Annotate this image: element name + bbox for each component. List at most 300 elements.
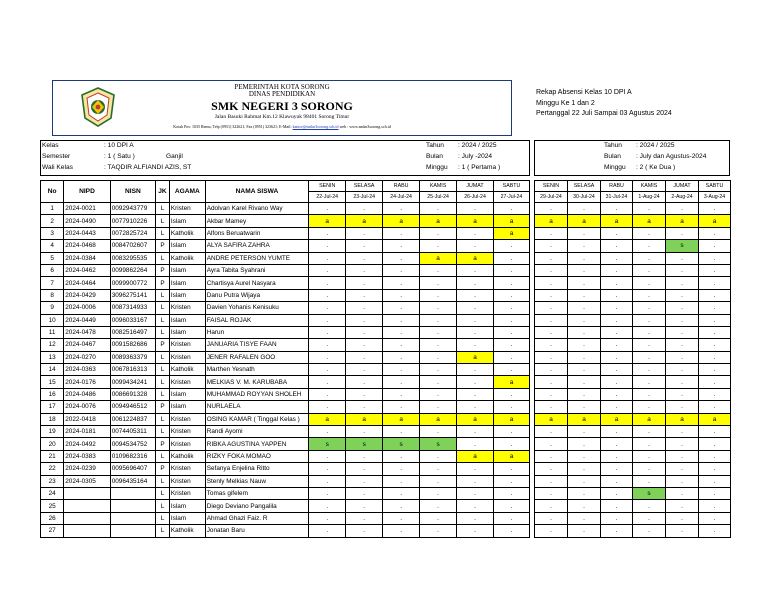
religion-cell: Kristen xyxy=(169,413,205,425)
attendance-cell: s xyxy=(346,438,383,450)
student-name: Sefanya Enjelina Ritto xyxy=(205,463,309,475)
nipd-cell: 2024-0468 xyxy=(64,240,110,252)
student-name: NURLAELA xyxy=(205,401,309,413)
attendance-cell: . xyxy=(420,388,457,400)
attendance-cell: a xyxy=(568,413,601,425)
attendance-cell: . xyxy=(568,463,601,475)
gender-cell: L xyxy=(156,475,170,487)
table-row xyxy=(41,240,530,252)
attendance-cell: a xyxy=(457,351,494,363)
attendance-cell: . xyxy=(420,450,457,462)
religion-cell: Kristen xyxy=(169,426,205,438)
row-number: 23 xyxy=(41,475,64,487)
attendance-cell: . xyxy=(420,487,457,499)
header-nipd: NIPD xyxy=(64,181,110,203)
table-row xyxy=(535,227,731,239)
attendance-cell: . xyxy=(568,388,601,400)
attendance-cell: . xyxy=(666,227,699,239)
religion-cell: Islam xyxy=(169,277,205,289)
nisn-cell: 3096275141 xyxy=(110,289,155,301)
attendance-cell: . xyxy=(420,314,457,326)
attendance-cell: . xyxy=(420,326,457,338)
attendance-cell: . xyxy=(309,203,346,215)
w1-day-header: RABU xyxy=(383,181,420,192)
student-name: Stenly Melkias Nauw xyxy=(205,475,309,487)
religion-cell: Katholik xyxy=(169,364,205,376)
student-name: Diego Deviano Pangalila xyxy=(205,500,309,512)
attendance-cell: . xyxy=(666,326,699,338)
recap-range: Pertanggal 22 Juli Sampai 03 Agustus 2024 xyxy=(536,110,672,117)
table-row xyxy=(41,227,530,239)
row-number: 12 xyxy=(41,339,64,351)
attendance-cell: . xyxy=(383,500,420,512)
nisn-cell: 0096033167 xyxy=(110,314,155,326)
attendance-cell: . xyxy=(568,500,601,512)
attendance-cell: . xyxy=(383,264,420,276)
attendance-cell: . xyxy=(535,289,568,301)
w2-bulan-value: : July dan Agustus-2024 xyxy=(636,153,707,160)
attendance-cell: . xyxy=(309,500,346,512)
nipd-cell: 2024-0176 xyxy=(64,376,110,388)
attendance-cell: . xyxy=(601,450,633,462)
table-row xyxy=(41,426,530,438)
table-row xyxy=(41,339,530,351)
attendance-cell: . xyxy=(601,252,633,264)
row-number: 19 xyxy=(41,426,64,438)
religion-cell: Kristen xyxy=(169,463,205,475)
recap-info xyxy=(536,88,672,120)
attendance-cell: . xyxy=(494,277,530,289)
attendance-cell: . xyxy=(666,475,699,487)
attendance-cell: . xyxy=(494,240,530,252)
attendance-cell: . xyxy=(494,326,530,338)
attendance-cell: . xyxy=(346,314,383,326)
attendance-cell: . xyxy=(346,227,383,239)
attendance-cell: . xyxy=(309,351,346,363)
semester-label: Semester xyxy=(42,153,71,160)
attendance-cell: . xyxy=(601,525,633,537)
nisn-cell: 0095696407 xyxy=(110,463,155,475)
attendance-cell: . xyxy=(494,438,530,450)
attendance-cell: . xyxy=(666,438,699,450)
religion-cell: Islam xyxy=(169,215,205,227)
w2-day-header: RABU xyxy=(601,181,633,192)
w2-date-header: 30-Jul-24 xyxy=(568,192,601,203)
religion-cell: Islam xyxy=(169,240,205,252)
attendance-cell: . xyxy=(420,351,457,363)
attendance-cell: . xyxy=(699,339,731,351)
attendance-cell: a xyxy=(420,413,457,425)
attendance-cell: . xyxy=(568,487,601,499)
attendance-cell: . xyxy=(420,289,457,301)
nisn-cell: 0092943779 xyxy=(110,203,155,215)
gender-cell: P xyxy=(156,438,170,450)
nisn-cell: 0067816313 xyxy=(110,364,155,376)
table-row xyxy=(41,314,530,326)
attendance-cell: . xyxy=(535,252,568,264)
table-row xyxy=(535,500,731,512)
attendance-cell: . xyxy=(699,525,731,537)
w1-day-header: SENIN xyxy=(309,181,346,192)
nisn-cell: 0083295535 xyxy=(110,252,155,264)
attendance-cell: s xyxy=(420,438,457,450)
nipd-cell: 2024-0443 xyxy=(64,227,110,239)
nisn-cell: 0109682316 xyxy=(110,450,155,462)
table-row xyxy=(41,215,530,227)
row-number: 1 xyxy=(41,203,64,215)
w1-tahun-value: : 2024 / 2025 xyxy=(458,142,497,149)
attendance-cell: . xyxy=(535,388,568,400)
attendance-cell: a xyxy=(535,215,568,227)
table-row xyxy=(41,413,530,425)
attendance-cell: . xyxy=(309,401,346,413)
attendance-cell: . xyxy=(535,277,568,289)
attendance-cell: . xyxy=(601,512,633,524)
kelas-value: : 10 DPI A xyxy=(104,142,134,149)
table-row xyxy=(535,289,731,301)
attendance-cell: . xyxy=(494,314,530,326)
attendance-cell: a xyxy=(457,450,494,462)
attendance-cell: . xyxy=(383,289,420,301)
attendance-cell: . xyxy=(494,388,530,400)
gender-cell: L xyxy=(156,364,170,376)
attendance-cell: . xyxy=(420,203,457,215)
row-number: 26 xyxy=(41,512,64,524)
attendance-cell: . xyxy=(309,426,346,438)
attendance-cell: . xyxy=(568,351,601,363)
attendance-cell: a xyxy=(601,413,633,425)
attendance-cell: . xyxy=(420,227,457,239)
w2-date-header: 31-Jul-24 xyxy=(601,192,633,203)
attendance-cell: . xyxy=(633,326,666,338)
student-name: Akbar Mamey xyxy=(205,215,309,227)
attendance-cell: . xyxy=(309,289,346,301)
attendance-cell: . xyxy=(633,264,666,276)
attendance-cell: . xyxy=(346,264,383,276)
attendance-cell: . xyxy=(420,339,457,351)
row-number: 15 xyxy=(41,376,64,388)
attendance-cell: . xyxy=(699,401,731,413)
w2-tahun-value: : 2024 / 2025 xyxy=(636,142,675,149)
attendance-cell: . xyxy=(601,351,633,363)
nipd-cell xyxy=(64,512,110,524)
attendance-cell: . xyxy=(309,326,346,338)
attendance-cell: . xyxy=(383,426,420,438)
attendance-cell: . xyxy=(601,475,633,487)
attendance-cell: . xyxy=(568,264,601,276)
attendance-cell: . xyxy=(666,289,699,301)
attendance-cell: . xyxy=(568,364,601,376)
attendance-cell: . xyxy=(568,277,601,289)
table-row xyxy=(41,252,530,264)
header-nisn: NISN xyxy=(110,181,155,203)
gender-cell: P xyxy=(156,463,170,475)
gender-cell: L xyxy=(156,289,170,301)
attendance-cell: . xyxy=(309,240,346,252)
attendance-cell: . xyxy=(383,339,420,351)
attendance-cell: . xyxy=(568,227,601,239)
table-row xyxy=(41,438,530,450)
attendance-cell: . xyxy=(383,376,420,388)
student-name: Chartisya Aurel Nasyara xyxy=(205,277,309,289)
attendance-cell: . xyxy=(568,252,601,264)
table-row xyxy=(535,277,731,289)
attendance-cell: . xyxy=(494,500,530,512)
religion-cell: Katholik xyxy=(169,252,205,264)
attendance-cell: . xyxy=(601,277,633,289)
attendance-cell: a xyxy=(309,215,346,227)
nipd-cell: 2024-0492 xyxy=(64,438,110,450)
attendance-cell: . xyxy=(699,512,731,524)
attendance-cell: . xyxy=(535,240,568,252)
w1-bulan-label: Bulan xyxy=(426,153,443,160)
school-logo-icon xyxy=(80,87,116,127)
gender-cell: P xyxy=(156,277,170,289)
attendance-cell: . xyxy=(568,438,601,450)
attendance-table-week2 xyxy=(534,180,731,538)
attendance-cell: . xyxy=(568,302,601,314)
nipd-cell: 2024-0076 xyxy=(64,401,110,413)
attendance-cell: . xyxy=(666,252,699,264)
attendance-cell: s xyxy=(666,240,699,252)
w2-day-header: JUMAT xyxy=(666,181,699,192)
nisn-cell: 0072825724 xyxy=(110,227,155,239)
attendance-cell: . xyxy=(457,203,494,215)
attendance-cell: . xyxy=(699,227,731,239)
letterhead xyxy=(52,80,512,136)
gender-cell: P xyxy=(156,240,170,252)
student-name: Randi Ayomi xyxy=(205,426,309,438)
gender-cell: L xyxy=(156,450,170,462)
attendance-cell: . xyxy=(346,450,383,462)
w2-date-header: 3-Aug-24 xyxy=(699,192,731,203)
attendance-cell: . xyxy=(699,475,731,487)
attendance-cell: . xyxy=(601,376,633,388)
attendance-cell: . xyxy=(666,401,699,413)
attendance-cell: . xyxy=(601,326,633,338)
attendance-cell: . xyxy=(457,277,494,289)
table-row xyxy=(41,289,530,301)
attendance-cell: . xyxy=(346,475,383,487)
attendance-cell: a xyxy=(666,215,699,227)
attendance-cell: . xyxy=(601,289,633,301)
attendance-cell: a xyxy=(457,215,494,227)
attendance-cell: . xyxy=(568,203,601,215)
nisn-cell: 0089363379 xyxy=(110,351,155,363)
table-row xyxy=(535,215,731,227)
attendance-cell: . xyxy=(666,314,699,326)
w2-date-header: 29-Jul-24 xyxy=(535,192,568,203)
row-number: 6 xyxy=(41,264,64,276)
table-row xyxy=(41,203,530,215)
religion-cell: Islam xyxy=(169,289,205,301)
attendance-cell: . xyxy=(309,376,346,388)
attendance-cell: . xyxy=(535,438,568,450)
gender-cell: L xyxy=(156,252,170,264)
attendance-cell: . xyxy=(699,252,731,264)
attendance-cell: . xyxy=(666,450,699,462)
religion-cell: Kristen xyxy=(169,376,205,388)
attendance-cell: . xyxy=(346,426,383,438)
attendance-cell: . xyxy=(633,500,666,512)
attendance-cell: . xyxy=(633,463,666,475)
attendance-cell: . xyxy=(383,512,420,524)
attendance-cell: . xyxy=(346,487,383,499)
nipd-cell: 2024-0181 xyxy=(64,426,110,438)
nipd-cell: 2024-0021 xyxy=(64,203,110,215)
attendance-cell: . xyxy=(346,326,383,338)
w2-date-header: 1-Aug-24 xyxy=(633,192,666,203)
row-number: 21 xyxy=(41,450,64,462)
wali-value: : TAQDIR ALFIANDI AZIS, ST xyxy=(104,164,192,171)
attendance-cell: a xyxy=(383,215,420,227)
attendance-cell: . xyxy=(457,326,494,338)
nipd-cell: 2024-0449 xyxy=(64,314,110,326)
row-number: 25 xyxy=(41,500,64,512)
attendance-cell: . xyxy=(699,388,731,400)
attendance-cell: . xyxy=(457,376,494,388)
nipd-cell: 2024-0363 xyxy=(64,364,110,376)
attendance-cell: . xyxy=(346,289,383,301)
email-link[interactable]: kantor@smkn3sorong.sch.id xyxy=(292,124,339,129)
attendance-cell: . xyxy=(346,525,383,537)
table-row xyxy=(535,326,731,338)
attendance-cell: . xyxy=(568,512,601,524)
religion-cell: Katholik xyxy=(169,227,205,239)
attendance-cell: a xyxy=(633,413,666,425)
gender-cell: L xyxy=(156,227,170,239)
attendance-cell: . xyxy=(494,401,530,413)
attendance-cell: . xyxy=(535,376,568,388)
attendance-cell: . xyxy=(666,463,699,475)
attendance-cell: a xyxy=(457,413,494,425)
attendance-cell: . xyxy=(601,487,633,499)
religion-cell: Kristen xyxy=(169,438,205,450)
attendance-cell: . xyxy=(535,426,568,438)
w1-day-header: SELASA xyxy=(346,181,383,192)
student-name: Harun xyxy=(205,326,309,338)
w1-tahun-label: Tahun xyxy=(426,142,444,149)
header-nama: NAMA SISWA xyxy=(205,181,309,203)
w1-minggu-value: : 1 ( Pertama ) xyxy=(458,164,501,171)
attendance-cell: . xyxy=(633,475,666,487)
attendance-cell: . xyxy=(457,426,494,438)
attendance-cell: . xyxy=(699,376,731,388)
w1-date-header: 25-Jul-24 xyxy=(420,192,457,203)
religion-cell: Islam xyxy=(169,314,205,326)
attendance-cell: . xyxy=(568,240,601,252)
row-number: 9 xyxy=(41,302,64,314)
attendance-cell: . xyxy=(457,227,494,239)
nipd-cell: 2024-0429 xyxy=(64,289,110,301)
attendance-cell: . xyxy=(457,302,494,314)
nisn-cell xyxy=(110,500,155,512)
attendance-cell: . xyxy=(633,203,666,215)
nisn-cell: 0091582686 xyxy=(110,339,155,351)
row-number: 22 xyxy=(41,463,64,475)
row-number: 8 xyxy=(41,289,64,301)
gender-cell: L xyxy=(156,525,170,537)
w1-minggu-label: Minggu xyxy=(426,164,448,171)
nisn-cell xyxy=(110,487,155,499)
web-text: web : www.smkn3sorong.sch.id xyxy=(338,124,391,129)
attendance-cell: . xyxy=(309,487,346,499)
attendance-cell: . xyxy=(420,401,457,413)
religion-cell: Kristen xyxy=(169,487,205,499)
attendance-cell: . xyxy=(535,351,568,363)
attendance-cell: . xyxy=(601,240,633,252)
attendance-cell: . xyxy=(457,388,494,400)
attendance-cell: . xyxy=(535,512,568,524)
attendance-cell: . xyxy=(346,203,383,215)
attendance-cell: . xyxy=(535,339,568,351)
nisn-cell: 0099862264 xyxy=(110,264,155,276)
table-row xyxy=(41,500,530,512)
w2-date-header: 2-Aug-24 xyxy=(666,192,699,203)
kelas-label: Kelas xyxy=(42,142,59,149)
attendance-cell: . xyxy=(633,388,666,400)
nisn-cell: 0086691328 xyxy=(110,388,155,400)
attendance-cell: . xyxy=(633,512,666,524)
attendance-cell: . xyxy=(666,364,699,376)
attendance-cell: . xyxy=(383,475,420,487)
w1-date-header: 23-Jul-24 xyxy=(346,192,383,203)
nipd-cell: 2022-0418 xyxy=(64,413,110,425)
table-row xyxy=(41,487,530,499)
gender-cell: L xyxy=(156,512,170,524)
nisn-cell: 0094946512 xyxy=(110,401,155,413)
attendance-cell: . xyxy=(346,339,383,351)
row-number: 16 xyxy=(41,388,64,400)
table-row xyxy=(41,302,530,314)
recap-weeks: Minggu Ke 1 dan 2 xyxy=(536,99,595,107)
attendance-cell: . xyxy=(568,525,601,537)
attendance-cell: . xyxy=(601,500,633,512)
attendance-cell: . xyxy=(346,351,383,363)
table-row xyxy=(535,339,731,351)
attendance-cell: . xyxy=(383,277,420,289)
table-row xyxy=(41,401,530,413)
attendance-cell: a xyxy=(568,215,601,227)
attendance-cell: . xyxy=(494,512,530,524)
attendance-cell: . xyxy=(535,203,568,215)
attendance-cell: . xyxy=(535,264,568,276)
attendance-cell: . xyxy=(457,289,494,301)
attendance-cell: . xyxy=(535,463,568,475)
religion-cell: Islam xyxy=(169,264,205,276)
religion-cell: Kristen xyxy=(169,203,205,215)
religion-cell: Katholik xyxy=(169,450,205,462)
attendance-cell: . xyxy=(309,463,346,475)
w2-day-header: SELASA xyxy=(568,181,601,192)
school-contact xyxy=(53,124,511,129)
table-row xyxy=(41,475,530,487)
attendance-cell: . xyxy=(568,426,601,438)
nipd-cell: 2024-0270 xyxy=(64,351,110,363)
attendance-cell: . xyxy=(420,500,457,512)
student-name: MELKIAS V. M. KARUBABA xyxy=(205,376,309,388)
student-name: ALYA SAFIRA ZAHRA xyxy=(205,240,309,252)
nisn-cell: 0094534752 xyxy=(110,438,155,450)
attendance-cell: . xyxy=(535,401,568,413)
w2-tahun-label: Tahun xyxy=(604,142,622,149)
attendance-cell: . xyxy=(633,289,666,301)
attendance-cell: a xyxy=(346,413,383,425)
attendance-cell: . xyxy=(420,475,457,487)
table-row xyxy=(535,351,731,363)
attendance-cell: . xyxy=(420,426,457,438)
table-row xyxy=(41,388,530,400)
